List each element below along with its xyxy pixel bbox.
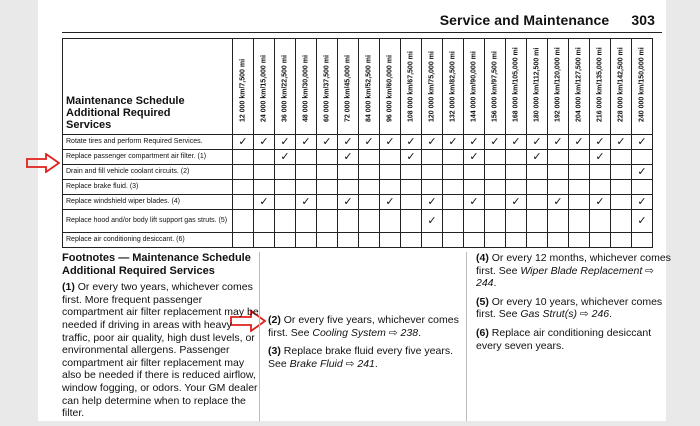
schedule-row xyxy=(63,210,653,233)
footnote-4: (4) Or every 12 months, whichever comes first. See Wiper Blade Replacement ⇨ 244. xyxy=(476,252,671,290)
empty-cell xyxy=(338,210,359,233)
empty-cell xyxy=(611,195,632,210)
empty-cell xyxy=(569,165,590,180)
empty-cell xyxy=(611,180,632,195)
page-ref-icon: ⇨ xyxy=(345,357,355,370)
empty-cell xyxy=(548,210,569,233)
empty-cell xyxy=(548,233,569,248)
check-mark-icon: ✓ xyxy=(590,150,611,165)
empty-cell xyxy=(569,195,590,210)
empty-cell xyxy=(233,150,254,165)
empty-cell xyxy=(233,210,254,233)
empty-cell xyxy=(632,150,653,165)
check-mark-icon: ✓ xyxy=(527,135,548,150)
empty-cell xyxy=(611,210,632,233)
empty-cell xyxy=(380,150,401,165)
page-ref-icon: ⇨ xyxy=(645,264,654,277)
empty-cell xyxy=(359,150,380,165)
interval-header: 216 000 km/135,000 mi xyxy=(590,39,611,135)
empty-cell xyxy=(548,165,569,180)
empty-cell xyxy=(506,150,527,165)
interval-header: 168 000 km/105,000 mi xyxy=(506,39,527,135)
interval-header: 84 000 km/52,500 mi xyxy=(359,39,380,135)
empty-cell xyxy=(359,195,380,210)
empty-cell xyxy=(485,195,506,210)
empty-cell xyxy=(422,180,443,195)
check-mark-icon: ✓ xyxy=(464,195,485,210)
service-label: Replace passenger compartment air filter. (1) xyxy=(63,150,233,165)
header-rule xyxy=(62,32,662,33)
empty-cell xyxy=(569,150,590,165)
empty-cell xyxy=(401,195,422,210)
empty-cell xyxy=(317,195,338,210)
check-mark-icon: ✓ xyxy=(380,135,401,150)
empty-cell xyxy=(317,233,338,248)
check-mark-icon: ✓ xyxy=(548,195,569,210)
section-title: Service and Maintenance xyxy=(439,12,610,28)
check-mark-icon: ✓ xyxy=(338,150,359,165)
empty-cell xyxy=(527,180,548,195)
empty-cell xyxy=(275,195,296,210)
check-mark-icon: ✓ xyxy=(632,135,653,150)
empty-cell xyxy=(548,180,569,195)
check-mark-icon: ✓ xyxy=(296,135,317,150)
check-mark-icon: ✓ xyxy=(233,135,254,150)
empty-cell xyxy=(611,165,632,180)
empty-cell xyxy=(233,195,254,210)
service-label: Replace hood and/or body lift support gas struts. (5) xyxy=(63,210,233,233)
empty-cell xyxy=(254,233,275,248)
column-divider xyxy=(259,252,260,421)
empty-cell xyxy=(338,180,359,195)
schedule-row xyxy=(63,135,653,150)
empty-cell xyxy=(443,150,464,165)
schedule-row xyxy=(63,195,653,210)
empty-cell xyxy=(632,180,653,195)
empty-cell xyxy=(527,195,548,210)
interval-header-row xyxy=(63,39,653,135)
interval-header: 60 000 km/37,500 mi xyxy=(317,39,338,135)
empty-cell xyxy=(401,210,422,233)
empty-cell xyxy=(317,165,338,180)
empty-cell xyxy=(254,165,275,180)
empty-cell xyxy=(443,195,464,210)
footnotes-column-1 xyxy=(62,252,259,426)
empty-cell xyxy=(464,165,485,180)
interval-header: 72 000 km/45,000 mi xyxy=(338,39,359,135)
check-mark-icon: ✓ xyxy=(590,135,611,150)
page-number: 303 xyxy=(631,12,655,28)
schedule-row xyxy=(63,233,653,248)
empty-cell xyxy=(506,165,527,180)
empty-cell xyxy=(485,233,506,248)
footnote-1: (1) Or every two years, whichever comes first. More frequent passenger compartment air filter replacement may be needed if driving in areas with heavy traffic, poor air quality, high dust levels, or environmental allergens. Passenger compartment air filter replacement may also be needed if there is reduced airflow, window fogging, or odors. Your GM dealer can help determine when to replace the filter. xyxy=(62,281,259,420)
empty-cell xyxy=(590,210,611,233)
brake-fluid-link[interactable]: Brake Fluid xyxy=(289,357,343,370)
empty-cell xyxy=(569,210,590,233)
empty-cell xyxy=(443,210,464,233)
interval-header: 48 000 km/30,000 mi xyxy=(296,39,317,135)
empty-cell xyxy=(233,233,254,248)
check-mark-icon: ✓ xyxy=(590,195,611,210)
check-mark-icon: ✓ xyxy=(632,210,653,233)
check-mark-icon: ✓ xyxy=(401,150,422,165)
service-label: Drain and fill vehicle coolant circuits. (2) xyxy=(63,165,233,180)
empty-cell xyxy=(338,233,359,248)
empty-cell xyxy=(359,165,380,180)
interval-header: 180 000 km/112,500 mi xyxy=(527,39,548,135)
empty-cell xyxy=(359,210,380,233)
check-mark-icon: ✓ xyxy=(632,165,653,180)
empty-cell xyxy=(611,150,632,165)
empty-cell xyxy=(632,233,653,248)
empty-cell xyxy=(296,210,317,233)
empty-cell xyxy=(464,233,485,248)
schedule-row xyxy=(63,165,653,180)
empty-cell xyxy=(548,150,569,165)
service-label: Replace windshield wiper blades. (4) xyxy=(63,195,233,210)
empty-cell xyxy=(443,233,464,248)
footnote-6: (6) Replace air conditioning desiccant every seven years. xyxy=(476,326,652,352)
check-mark-icon: ✓ xyxy=(401,135,422,150)
check-mark-icon: ✓ xyxy=(359,135,380,150)
interval-header: 144 000 km/90,000 mi xyxy=(464,39,485,135)
check-mark-icon: ✓ xyxy=(527,150,548,165)
empty-cell xyxy=(422,233,443,248)
empty-cell xyxy=(254,150,275,165)
check-mark-icon: ✓ xyxy=(443,135,464,150)
empty-cell xyxy=(275,165,296,180)
footnote-1-continuation-space xyxy=(268,252,465,314)
interval-header: 24 000 km/15,000 mi xyxy=(254,39,275,135)
empty-cell xyxy=(317,150,338,165)
table-title: Maintenance Schedule Additional Required Services xyxy=(63,39,233,135)
empty-cell xyxy=(275,233,296,248)
empty-cell xyxy=(338,165,359,180)
interval-header: 120 000 km/75,000 mi xyxy=(422,39,443,135)
empty-cell xyxy=(443,165,464,180)
footnotes-column-3 xyxy=(476,252,673,358)
footnote-2: (2) Or every five years, whichever comes first. See Cooling System ⇨ 238. xyxy=(268,314,459,339)
service-label: Rotate tires and perform Required Services. xyxy=(63,135,233,150)
empty-cell xyxy=(527,210,548,233)
empty-cell xyxy=(359,180,380,195)
empty-cell xyxy=(485,180,506,195)
footnotes-heading: Footnotes — Maintenance Schedule Additional Required Services xyxy=(62,252,251,277)
schedule-row xyxy=(63,180,653,195)
empty-cell xyxy=(296,165,317,180)
interval-header: 132 000 km/82,500 mi xyxy=(443,39,464,135)
empty-cell xyxy=(380,233,401,248)
check-mark-icon: ✓ xyxy=(506,135,527,150)
empty-cell xyxy=(317,210,338,233)
empty-cell xyxy=(359,233,380,248)
check-mark-icon: ✓ xyxy=(338,135,359,150)
page-header xyxy=(440,12,655,28)
interval-header: 36 000 km/22,500 mi xyxy=(275,39,296,135)
footnote-5: (5) Or every 10 years, whichever comes first. See Gas Strut(s) ⇨ 246. xyxy=(476,295,663,321)
empty-cell xyxy=(380,210,401,233)
empty-cell xyxy=(401,165,422,180)
check-mark-icon: ✓ xyxy=(548,135,569,150)
check-mark-icon: ✓ xyxy=(464,150,485,165)
empty-cell xyxy=(506,210,527,233)
empty-cell xyxy=(485,210,506,233)
empty-cell xyxy=(506,180,527,195)
empty-cell xyxy=(422,150,443,165)
check-mark-icon: ✓ xyxy=(380,195,401,210)
check-mark-icon: ✓ xyxy=(296,195,317,210)
service-label: Replace brake fluid. (3) xyxy=(63,180,233,195)
empty-cell xyxy=(443,180,464,195)
wiper-blade-link[interactable]: Wiper Blade Replacement xyxy=(520,264,643,277)
interval-header: 204 000 km/127,500 mi xyxy=(569,39,590,135)
cooling-system-link[interactable]: Cooling System xyxy=(312,326,386,339)
empty-cell xyxy=(590,180,611,195)
footnote-3: (3) Replace brake fluid every five years. See Brake Fluid ⇨ 241. xyxy=(268,345,454,370)
empty-cell xyxy=(569,180,590,195)
check-mark-icon: ✓ xyxy=(506,195,527,210)
interval-header: 228 000 km/142,500 mi xyxy=(611,39,632,135)
empty-cell xyxy=(569,233,590,248)
empty-cell xyxy=(590,233,611,248)
interval-header: 96 000 km/60,000 mi xyxy=(380,39,401,135)
page-ref-icon: ⇨ xyxy=(388,326,398,339)
check-mark-icon: ✓ xyxy=(338,195,359,210)
interval-header: 156 000 km/97,500 mi xyxy=(485,39,506,135)
empty-cell xyxy=(317,180,338,195)
check-mark-icon: ✓ xyxy=(254,135,275,150)
empty-cell xyxy=(464,180,485,195)
interval-header: 192 000 km/120,000 mi xyxy=(548,39,569,135)
check-mark-icon: ✓ xyxy=(464,135,485,150)
check-mark-icon: ✓ xyxy=(422,210,443,233)
check-mark-icon: ✓ xyxy=(632,195,653,210)
empty-cell xyxy=(275,180,296,195)
page-ref-icon: ⇨ xyxy=(579,308,589,321)
empty-cell xyxy=(485,165,506,180)
red-arrow-icon xyxy=(26,153,60,173)
check-mark-icon: ✓ xyxy=(275,135,296,150)
interval-header: 108 000 km/67,500 mi xyxy=(401,39,422,135)
check-mark-icon: ✓ xyxy=(275,150,296,165)
maintenance-schedule-table xyxy=(62,38,653,248)
empty-cell xyxy=(611,233,632,248)
empty-cell xyxy=(233,180,254,195)
empty-cell xyxy=(233,165,254,180)
check-mark-icon: ✓ xyxy=(611,135,632,150)
empty-cell xyxy=(590,165,611,180)
check-mark-icon: ✓ xyxy=(422,195,443,210)
empty-cell xyxy=(527,233,548,248)
empty-cell xyxy=(401,233,422,248)
empty-cell xyxy=(485,150,506,165)
empty-cell xyxy=(254,210,275,233)
check-mark-icon: ✓ xyxy=(569,135,590,150)
empty-cell xyxy=(380,180,401,195)
empty-cell xyxy=(275,210,296,233)
empty-cell xyxy=(296,180,317,195)
footnotes-column-2 xyxy=(268,252,465,376)
empty-cell xyxy=(527,165,548,180)
column-divider xyxy=(466,252,467,421)
schedule-row xyxy=(63,150,653,165)
empty-cell xyxy=(254,180,275,195)
check-mark-icon: ✓ xyxy=(485,135,506,150)
empty-cell xyxy=(380,165,401,180)
empty-cell xyxy=(401,180,422,195)
empty-cell xyxy=(422,165,443,180)
gas-struts-link[interactable]: Gas Strut(s) xyxy=(520,308,577,321)
empty-cell xyxy=(296,233,317,248)
check-mark-icon: ✓ xyxy=(422,135,443,150)
empty-cell xyxy=(296,150,317,165)
interval-header: 240 000 km/150,000 mi xyxy=(632,39,653,135)
check-mark-icon: ✓ xyxy=(254,195,275,210)
interval-header: 12 000 km/7,500 mi xyxy=(233,39,254,135)
check-mark-icon: ✓ xyxy=(317,135,338,150)
service-label: Replace air conditioning desiccant. (6) xyxy=(63,233,233,248)
empty-cell xyxy=(506,233,527,248)
empty-cell xyxy=(464,210,485,233)
